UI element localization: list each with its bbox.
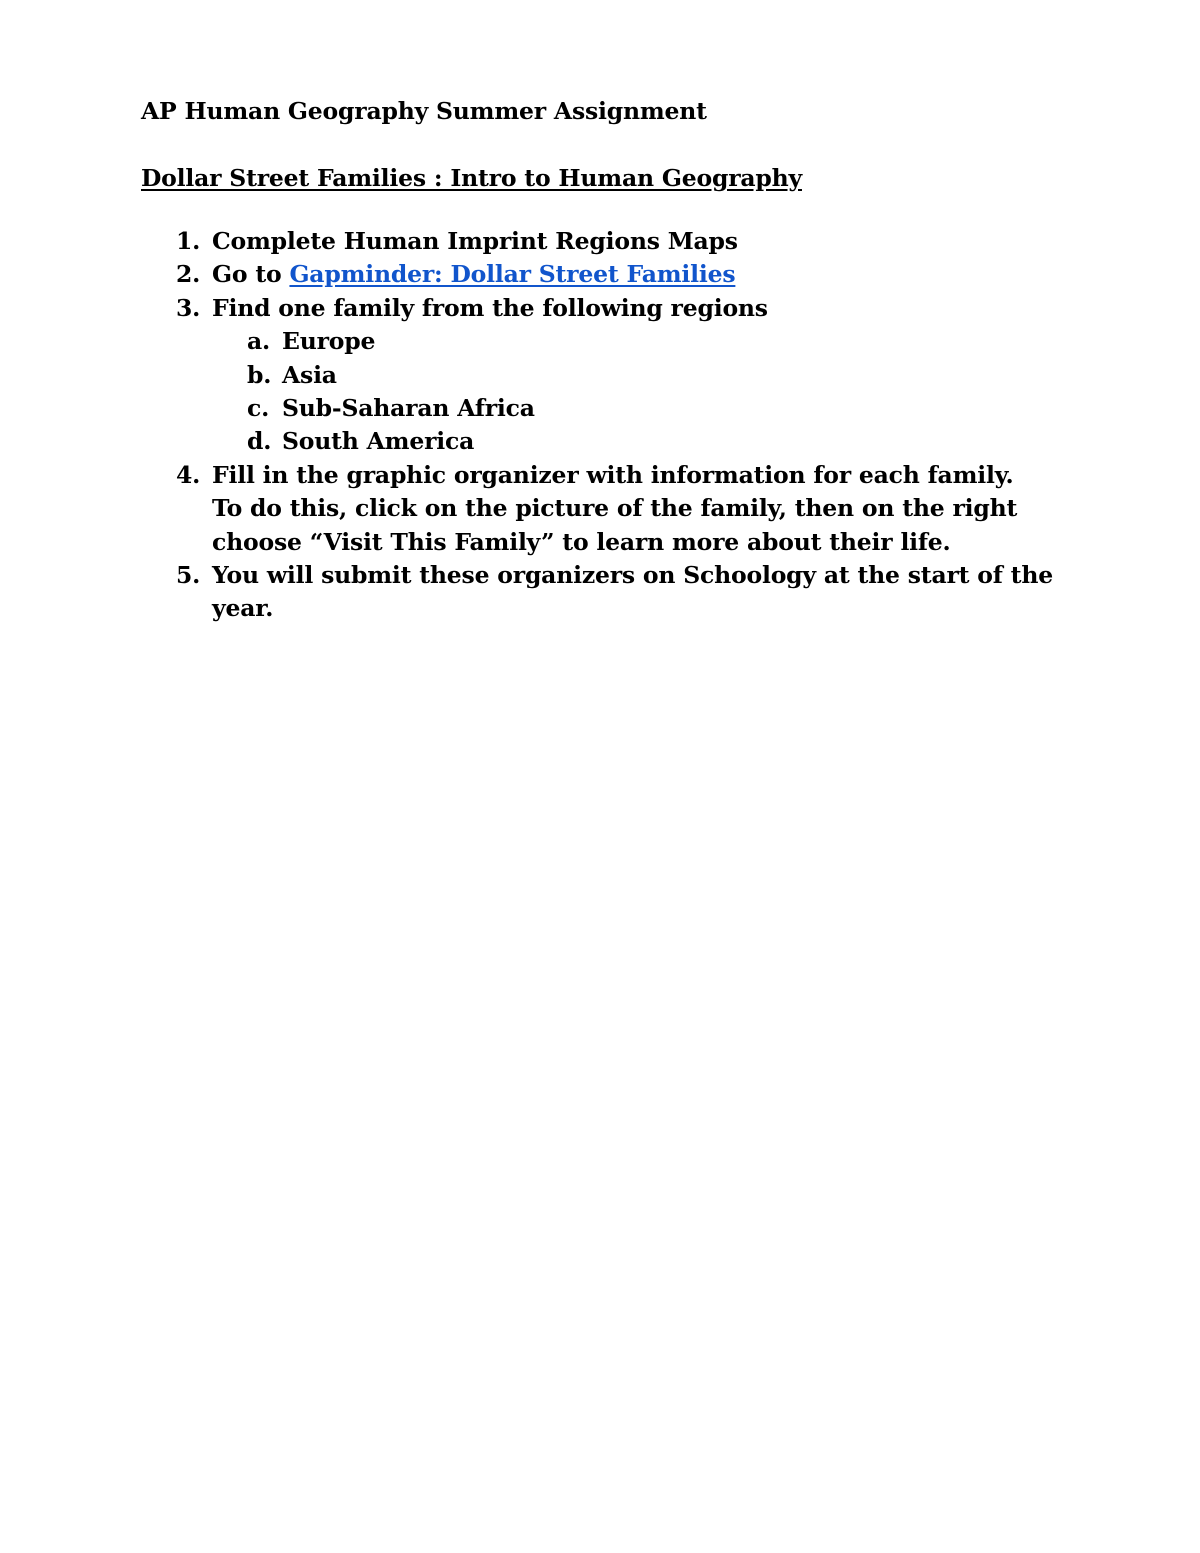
list-item-text: Find one family from the following regions bbox=[212, 293, 768, 322]
list-item-4 bbox=[141, 459, 1081, 559]
region-item-sub-saharan-africa bbox=[141, 392, 1081, 425]
document-subtitle: Dollar Street Families : Intro to Human Geography bbox=[141, 164, 802, 192]
list-item-prefix: Go to bbox=[212, 260, 290, 289]
region-name: Asia bbox=[282, 360, 337, 389]
region-letter: a. bbox=[247, 327, 271, 356]
region-item-south-america bbox=[141, 425, 1081, 458]
list-number: 1. bbox=[176, 227, 201, 255]
region-name: South America bbox=[282, 427, 475, 456]
list-item-text: Complete Human Imprint Regions Maps bbox=[212, 227, 738, 255]
list-item-line: You will submit these organizers on Schoology at the start of the bbox=[212, 561, 1053, 590]
region-item-europe bbox=[141, 325, 1081, 358]
list-number: 5. bbox=[176, 561, 201, 590]
region-letter: b. bbox=[247, 360, 272, 389]
list-item-line: Fill in the graphic organizer with information for each family. bbox=[212, 460, 1014, 489]
list-number: 3. bbox=[176, 293, 201, 322]
list-item-1 bbox=[141, 225, 1081, 258]
region-name: Sub-Saharan Africa bbox=[282, 394, 535, 423]
list-item-5 bbox=[141, 559, 1081, 626]
region-item-asia bbox=[141, 359, 1081, 392]
document-title: AP Human Geography Summer Assignment bbox=[141, 97, 707, 125]
list-number: 4. bbox=[176, 460, 201, 489]
region-letter: c. bbox=[247, 394, 270, 423]
list-item-line: choose “Visit This Family” to learn more about their life. bbox=[212, 527, 951, 556]
list-number: 2. bbox=[176, 260, 201, 289]
gapminder-dollar-street-link[interactable]: Gapminder: Dollar Street Families bbox=[289, 260, 736, 289]
list-item-line: To do this, click on the picture of the family, then on the right bbox=[212, 494, 1018, 523]
list-item-2 bbox=[141, 258, 1081, 291]
instruction-list bbox=[141, 225, 1081, 626]
list-item-3 bbox=[141, 292, 1081, 325]
region-name: Europe bbox=[282, 327, 376, 356]
region-letter: d. bbox=[247, 427, 272, 456]
list-item-line: year. bbox=[212, 594, 274, 623]
